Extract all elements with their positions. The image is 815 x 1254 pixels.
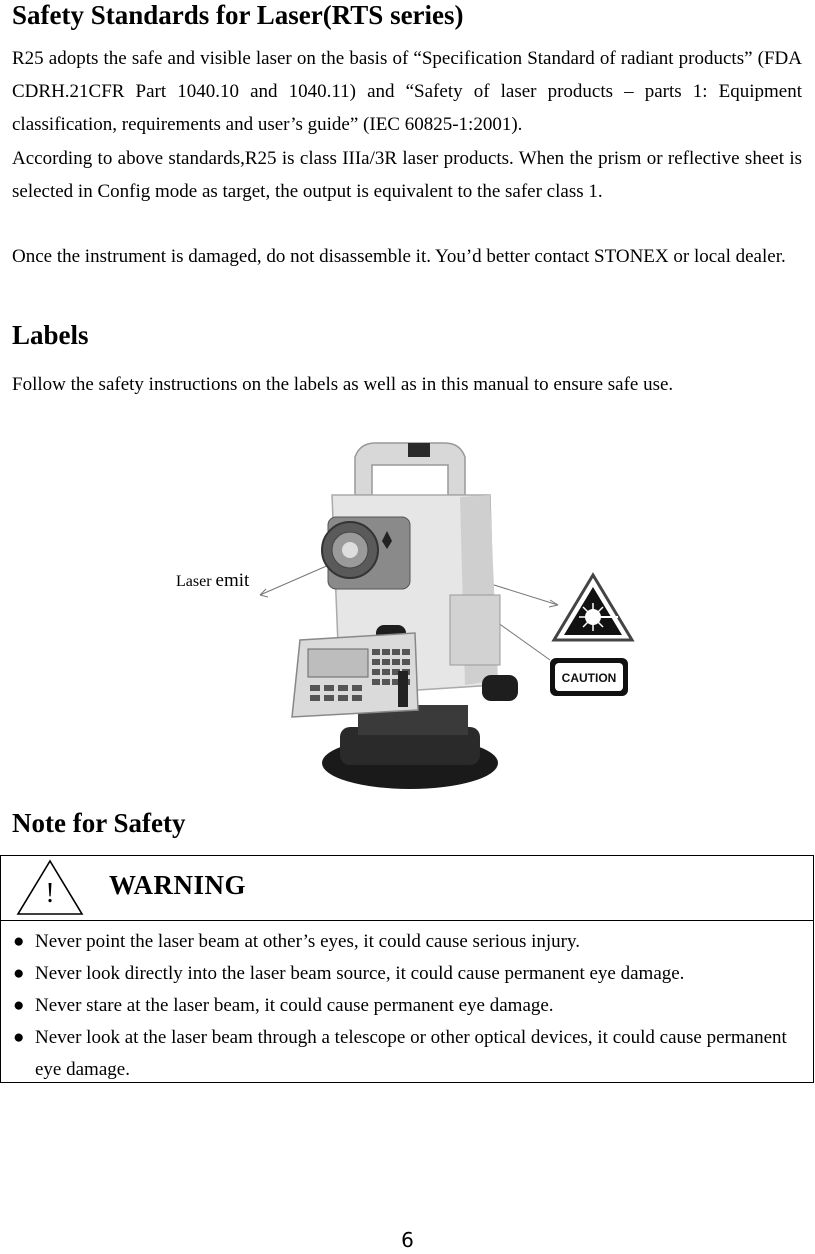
total-station-figure bbox=[160, 435, 650, 800]
caution-label bbox=[550, 658, 628, 696]
section-title-note-for-safety: Note for Safety bbox=[12, 808, 186, 838]
paragraph-laser-class: According to above standards,R25 is class IIIa/3R laser products. When the prism or reflective sheet is selected in Config mode as target, the output is equivalent to the safer class 1. bbox=[12, 148, 802, 202]
caution-label-text: CAUTION bbox=[561, 671, 617, 685]
warning-title: WARNING bbox=[109, 870, 247, 900]
section-title-laser-safety: Safety Standards for Laser(RTS series) bbox=[12, 0, 464, 30]
tangent-knob bbox=[482, 675, 518, 701]
laser-warning-label bbox=[554, 575, 632, 640]
svg-text:!: ! bbox=[45, 878, 55, 909]
warning-table bbox=[0, 855, 814, 1083]
warning-list bbox=[1, 926, 813, 1086]
warning-triangle-icon bbox=[15, 858, 85, 918]
warning-item: ● Never stare at the laser beam, it could cause permanent eye damage. bbox=[13, 995, 554, 1016]
page-number: 6 bbox=[401, 1228, 414, 1252]
warning-item: ● Never look at the laser beam through a telescope or other optical devices, it could cause permanent eye damage. bbox=[13, 1027, 787, 1080]
paragraph-standards: R25 adopts the safe and visible laser on the basis of “Specification Standard of radiant products” (FDA CDRH.21CFR Part 1040.10 and 1040.11) and “Safety of laser products – parts 1: Equipment classification, requirements and user’s guide” (IEC 60825-1:2001). bbox=[12, 48, 802, 135]
warning-header bbox=[1, 856, 813, 921]
warning-item: ● Never point the laser beam at other’s eyes, it could cause serious injury. bbox=[13, 931, 581, 952]
display-screen bbox=[308, 649, 368, 677]
section-title-labels: Labels bbox=[12, 320, 89, 350]
paragraph-labels-instructions: Follow the safety instructions on the labels as well as in this manual to ensure safe use. bbox=[12, 374, 674, 395]
warning-item: ● Never look directly into the laser beam source, it could cause permanent eye damage. bbox=[13, 963, 685, 984]
paragraph-damage-notice: Once the instrument is damaged, do not disassemble it. You’d better contact STONEX or local dealer. bbox=[12, 246, 786, 267]
laser-label-word: Laser bbox=[176, 573, 212, 590]
emit-label-word: emit bbox=[215, 570, 250, 591]
